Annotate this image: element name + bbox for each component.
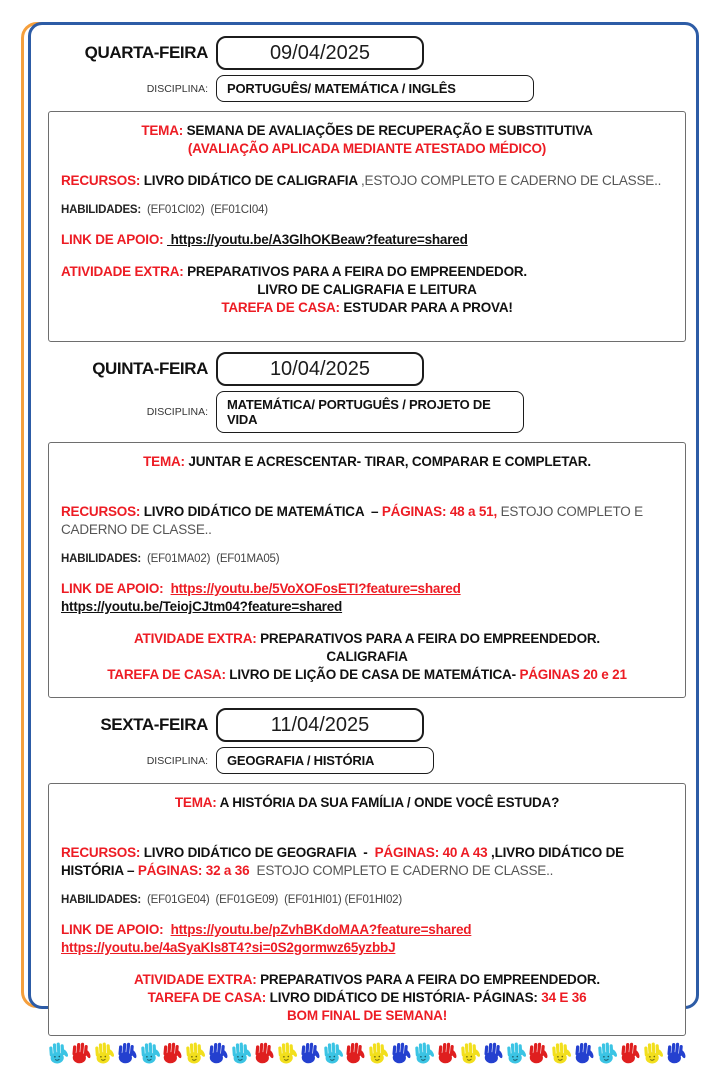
day-label: SEXTA-FEIRA (100, 715, 208, 734)
handprint-icon (70, 1040, 92, 1065)
text-segment: LIVRO DIDÁTICO DE CALIGRAFIA (143, 173, 361, 189)
atividade-extra-line (61, 971, 673, 989)
lesson-box-sexta (48, 783, 686, 1036)
handprint-icon (139, 1040, 161, 1064)
handprint-icon (276, 1040, 298, 1064)
day-section-sexta (48, 708, 686, 774)
disciplina-value: GEOGRAFIA / HISTÓRIA (227, 753, 375, 768)
day-header-row (48, 708, 686, 742)
text-segment: LIVRO DIDÁTICO DE MATEMÁTICA – (143, 504, 382, 520)
habilidades-line (61, 890, 673, 908)
habilidades-line (61, 200, 673, 218)
lesson-box-quarta (48, 111, 686, 342)
atividade-extra-line-2 (61, 281, 673, 299)
handprint-icon (459, 1040, 481, 1064)
text-segment: LINK DE APOIO: (61, 580, 171, 596)
recursos-line (61, 172, 673, 190)
tema-line (61, 122, 673, 140)
text-segment: PÁGINAS: 48 a 51, (381, 504, 498, 520)
tarefa-de-casa-line (61, 989, 673, 1007)
tema-line-2 (61, 140, 673, 158)
handprint-icon (436, 1040, 458, 1065)
weekend-message-line (61, 1007, 673, 1025)
handprint-icon (367, 1040, 389, 1064)
text-segment: LIVRO DE LIÇÃO DE CASA DE MATEMÁTICA- (229, 666, 520, 682)
handprint-icon (550, 1040, 572, 1064)
atividade-extra-line-2 (61, 648, 673, 666)
disciplina-row (48, 747, 686, 774)
link-de-apoio-line (61, 580, 673, 598)
handprint-icon (299, 1040, 321, 1065)
disciplina-value: MATEMÁTICA/ PORTUGUÊS / PROJETO DE VIDA (227, 397, 491, 427)
text-segment: RECURSOS: (61, 845, 144, 861)
text-segment: A HISTÓRIA DA SUA FAMÍLIA / ONDE VOCÊ ESTUDA? (219, 795, 560, 810)
atividade-extra-line (61, 630, 673, 648)
tarefa-de-casa-line (61, 666, 673, 684)
text-segment: BOM FINAL DE SEMANA! (287, 1007, 447, 1023)
text-segment: ESTOJO COMPLETO E CADERNO DE CLASSE.. (61, 504, 647, 538)
recursos-line (61, 844, 673, 880)
handprints-border (48, 1040, 686, 1064)
disciplina-box (216, 747, 434, 774)
date-box (216, 708, 424, 742)
text-segment: TEMA: (174, 795, 220, 810)
day-section-quinta (48, 352, 686, 433)
disciplina-label: DISCIPLINA: (146, 82, 208, 95)
text-segment: ATIVIDADE EXTRA: (61, 263, 188, 279)
text-segment: ATIVIDADE EXTRA: (134, 971, 261, 987)
link-url[interactable]: https://youtu.be/4aSyaKls8T4?si=0S2gormwz65yzbbJ (61, 939, 396, 955)
text-segment: (AVALIAÇÃO APLICADA MEDIANTE ATESTADO MÉDICO) (187, 141, 547, 157)
handprint-icon (642, 1040, 664, 1064)
disciplina-box (216, 391, 524, 433)
date-value: 10/04/2025 (269, 357, 371, 380)
text-segment: PÁGINAS 20 e 21 (519, 666, 627, 682)
handprint-icon (413, 1040, 435, 1064)
text-segment: LIVRO DE CALIGRAFIA E LEITURA (257, 281, 477, 297)
text-segment: (EF01GE04) (EF01GE09) (EF01HI01) (EF01HI02) (144, 894, 402, 907)
text-segment: ESTOJO COMPLETO E CADERNO DE CLASSE.. (249, 863, 554, 879)
text-segment: TAREFA DE CASA: (221, 299, 344, 315)
text-segment: CALIGRAFIA (326, 648, 408, 664)
text-segment: LIVRO DIDÁTICO DE HISTÓRIA- PÁGINAS: (269, 989, 542, 1005)
text-segment: LINK DE APOIO: (61, 231, 168, 247)
link-url[interactable]: https://youtu.be/pZvhBKdoMAA?feature=shared (170, 921, 472, 937)
day-header-row (48, 352, 686, 386)
date-value: 09/04/2025 (269, 41, 371, 64)
handprint-icon (527, 1040, 549, 1065)
tarefa-de-casa-line (61, 299, 673, 317)
disciplina-row (48, 391, 686, 433)
handprint-icon (596, 1040, 618, 1064)
handprint-icon (116, 1040, 138, 1065)
handprint-icon (230, 1040, 252, 1064)
date-box (216, 352, 424, 386)
handprint-icon (322, 1040, 344, 1064)
text-segment: HABILIDADES: (61, 894, 145, 907)
handprint-icon (253, 1040, 275, 1065)
text-segment: HABILIDADES: (61, 553, 145, 566)
link-de-apoio-line (61, 231, 673, 249)
day-label: QUINTA-FEIRA (92, 359, 208, 378)
text-segment: LINK DE APOIO: (61, 921, 171, 937)
link-url[interactable]: https://youtu.be/5VoXOFosETI?feature=shared (170, 580, 461, 596)
text-segment: ESTUDAR PARA A PROVA! (343, 299, 513, 315)
handprint-icon (93, 1040, 115, 1064)
text-segment: ATIVIDADE EXTRA: (134, 630, 261, 646)
handprint-icon (47, 1040, 69, 1064)
text-segment: ,ESTOJO COMPLETO E CADERNO DE CLASSE.. (360, 173, 662, 189)
disciplina-row (48, 75, 686, 102)
link-de-apoio-line (61, 921, 673, 939)
atividade-extra-line (61, 263, 673, 281)
text-segment: PREPARATIVOS PARA A FEIRA DO EMPREENDEDOR. (187, 263, 527, 279)
handprint-icon (665, 1040, 687, 1065)
disciplina-label: DISCIPLINA: (146, 406, 208, 418)
text-segment: TEMA: (141, 123, 187, 138)
handprint-icon (161, 1040, 183, 1065)
tema-line (61, 453, 673, 471)
day-header-row (48, 36, 686, 70)
link-de-apoio-line-2 (61, 939, 673, 957)
disciplina-box (216, 75, 534, 102)
date-value: 11/04/2025 (270, 713, 370, 736)
handprint-icon (573, 1040, 595, 1065)
handprint-icon (207, 1040, 229, 1065)
lesson-box-quinta (48, 442, 686, 698)
text-segment: JUNTAR E ACRESCENTAR- TIRAR, COMPARAR E COMPLETAR. (188, 454, 591, 469)
day-label: QUARTA-FEIRA (84, 43, 208, 62)
text-segment: TEMA: (143, 454, 189, 469)
text-segment: (EF01MA02) (EF01MA05) (144, 553, 280, 566)
text-segment: PÁGINAS: 32 a 36 (137, 863, 250, 879)
link-url[interactable]: https://youtu.be/A3GlhOKBeaw?feature=shared (167, 231, 468, 247)
text-segment: ,LIVRO DIDÁTICO DE HISTÓRIA – (61, 845, 628, 879)
handprint-icon (184, 1040, 206, 1064)
link-url[interactable]: https://youtu.be/TeiojCJtm04?feature=shared (61, 598, 343, 614)
handprint-icon (619, 1040, 641, 1065)
document-body (48, 34, 686, 1064)
text-segment: LIVRO DIDÁTICO DE GEOGRAFIA - (143, 845, 375, 861)
text-segment: PREPARATIVOS PARA A FEIRA DO EMPREENDEDOR. (260, 971, 600, 987)
link-de-apoio-line-2 (61, 598, 673, 616)
handprint-icon (390, 1040, 412, 1065)
text-segment: TAREFA DE CASA: (107, 666, 230, 682)
disciplina-label: DISCIPLINA: (146, 754, 208, 767)
tema-line (61, 794, 673, 812)
recursos-line (61, 503, 673, 539)
handprint-icon (344, 1040, 366, 1065)
date-box (216, 36, 424, 70)
text-segment: PREPARATIVOS PARA A FEIRA DO EMPREENDEDOR. (260, 630, 600, 646)
text-segment: 34 E 36 (541, 989, 587, 1005)
text-segment: RECURSOS: (61, 173, 144, 189)
handprint-icon (482, 1040, 504, 1065)
day-section-quarta (48, 36, 686, 102)
text-segment: TAREFA DE CASA: (147, 989, 270, 1005)
handprint-icon (505, 1040, 527, 1064)
disciplina-value: PORTUGUÊS/ MATEMÁTICA / INGLÊS (227, 81, 456, 96)
habilidades-line (61, 549, 673, 567)
text-segment: PÁGINAS: 40 A 43 (374, 845, 488, 861)
text-segment: (EF01CI02) (EF01CI04) (144, 204, 268, 217)
text-segment: HABILIDADES: (61, 204, 145, 217)
text-segment: SEMANA DE AVALIAÇÕES DE RECUPERAÇÃO E SUBSTITUTIVA (186, 123, 593, 138)
text-segment: RECURSOS: (61, 504, 144, 520)
